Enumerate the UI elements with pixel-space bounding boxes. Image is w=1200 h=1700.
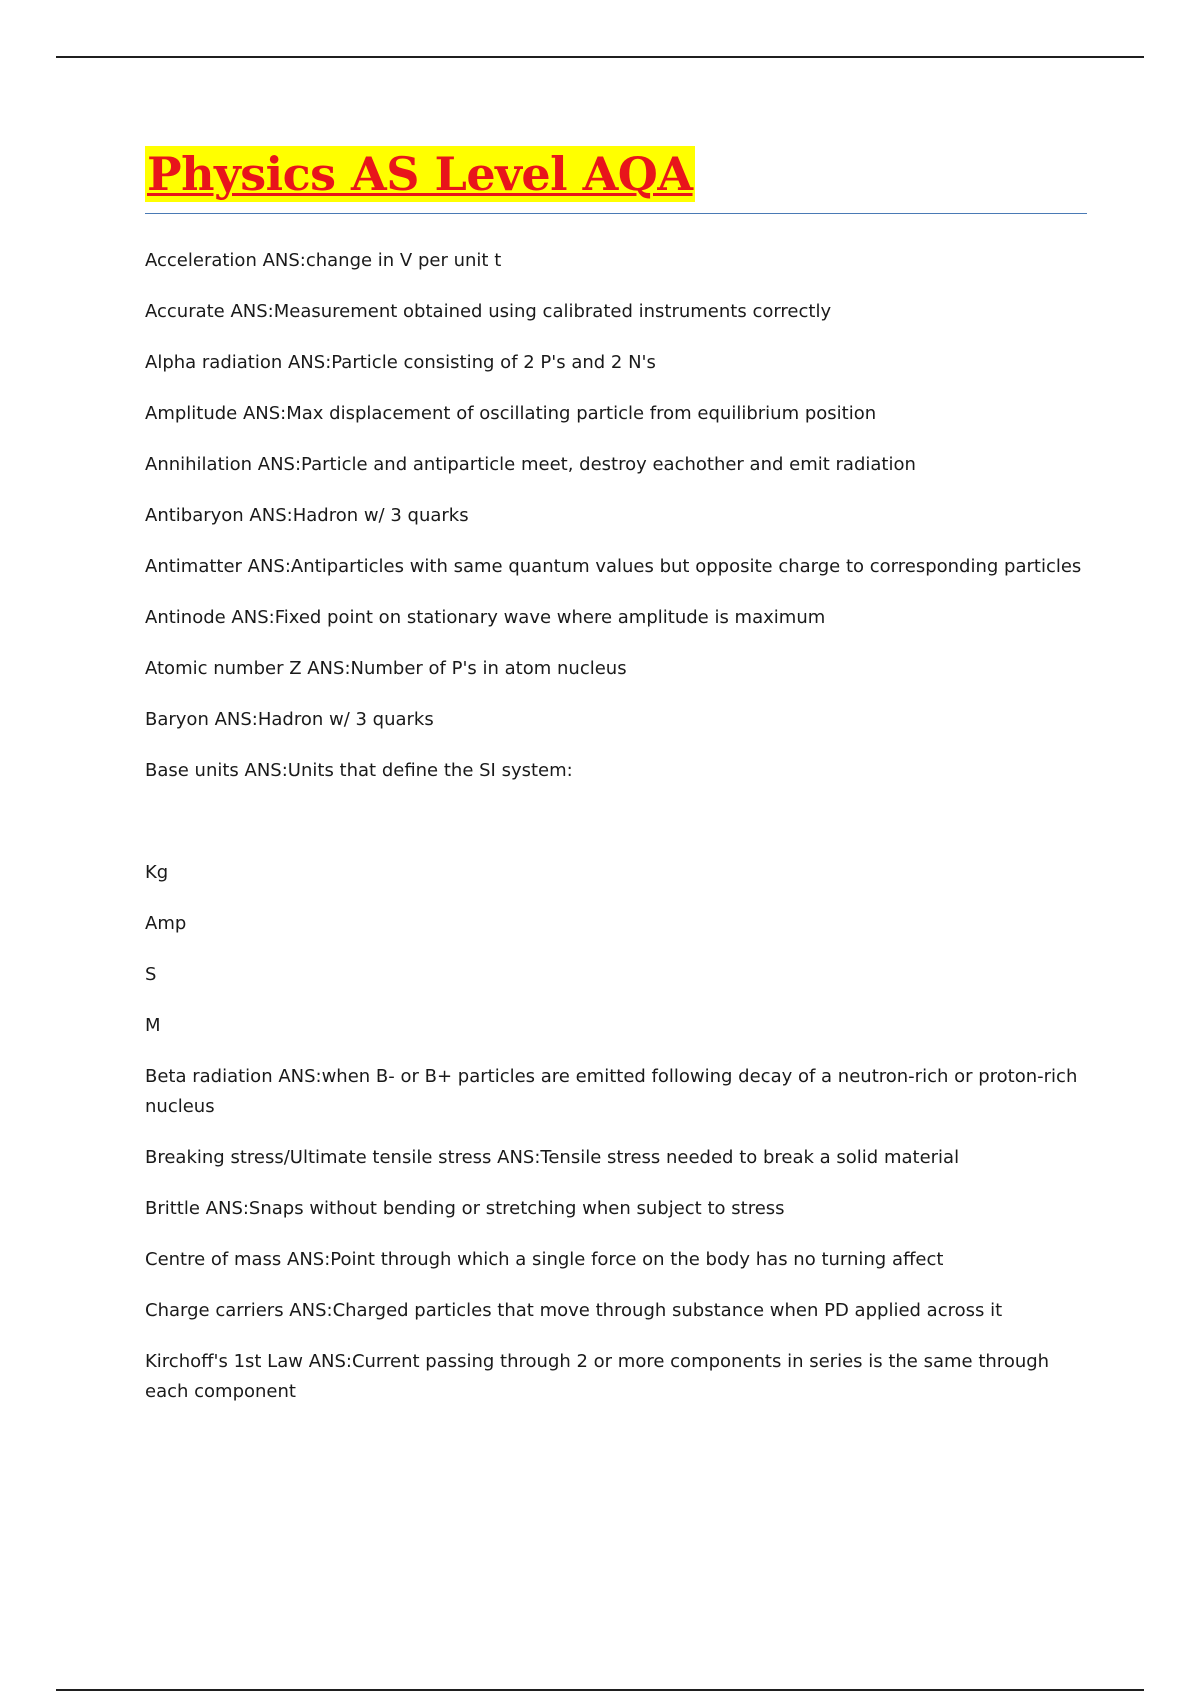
title-block — [145, 146, 695, 202]
document-title: Physics AS Level AQA — [147, 147, 693, 201]
glossary-entry: Centre of mass ANS:Point through which a single force on the body has no turning affect — [145, 1249, 944, 1270]
glossary-entry: Kirchoff's 1st Law ANS:Current passing through 2 or more components in series is the same through each component — [145, 1351, 1050, 1402]
page-top-rule — [56, 56, 1144, 58]
page-bottom-rule — [56, 1689, 1144, 1691]
unit-list-item: Amp — [145, 913, 187, 934]
glossary-entry: Base units ANS:Units that define the SI system: — [145, 760, 573, 781]
glossary-list — [145, 246, 1090, 1428]
unit-list-item: Kg — [145, 862, 169, 883]
glossary-entry: Amplitude ANS:Max displacement of oscillating particle from equilibrium position — [145, 403, 877, 424]
glossary-entry: Annihilation ANS:Particle and antiparticle meet, destroy eachother and emit radiation — [145, 454, 916, 475]
glossary-entry: Antinode ANS:Fixed point on stationary wave where amplitude is maximum — [145, 607, 826, 628]
glossary-entry: Antibaryon ANS:Hadron w/ 3 quarks — [145, 505, 469, 526]
glossary-entry: Baryon ANS:Hadron w/ 3 quarks — [145, 709, 434, 730]
glossary-entry: Breaking stress/Ultimate tensile stress ANS:Tensile stress needed to break a solid material — [145, 1147, 960, 1168]
glossary-entry: Acceleration ANS:change in V per unit t — [145, 250, 502, 271]
glossary-entry: Atomic number Z ANS:Number of P's in atom nucleus — [145, 658, 627, 679]
unit-list-item: S — [145, 964, 157, 985]
glossary-entry: Accurate ANS:Measurement obtained using calibrated instruments correctly — [145, 301, 832, 322]
glossary-entry: Brittle ANS:Snaps without bending or stretching when subject to stress — [145, 1198, 785, 1219]
unit-list-item: M — [145, 1015, 161, 1036]
glossary-entry: Alpha radiation ANS:Particle consisting of 2 P's and 2 N's — [145, 352, 656, 373]
glossary-entry: Antimatter ANS:Antiparticles with same quantum values but opposite charge to corresponding particles — [145, 556, 1082, 577]
glossary-entry: Charge carriers ANS:Charged particles that move through substance when PD applied across it — [145, 1300, 1003, 1321]
title-underline-rule — [145, 213, 1087, 214]
glossary-entry: Beta radiation ANS:when B- or B+ particles are emitted following decay of a neutron-rich or proton-rich nucleus — [145, 1066, 1078, 1117]
